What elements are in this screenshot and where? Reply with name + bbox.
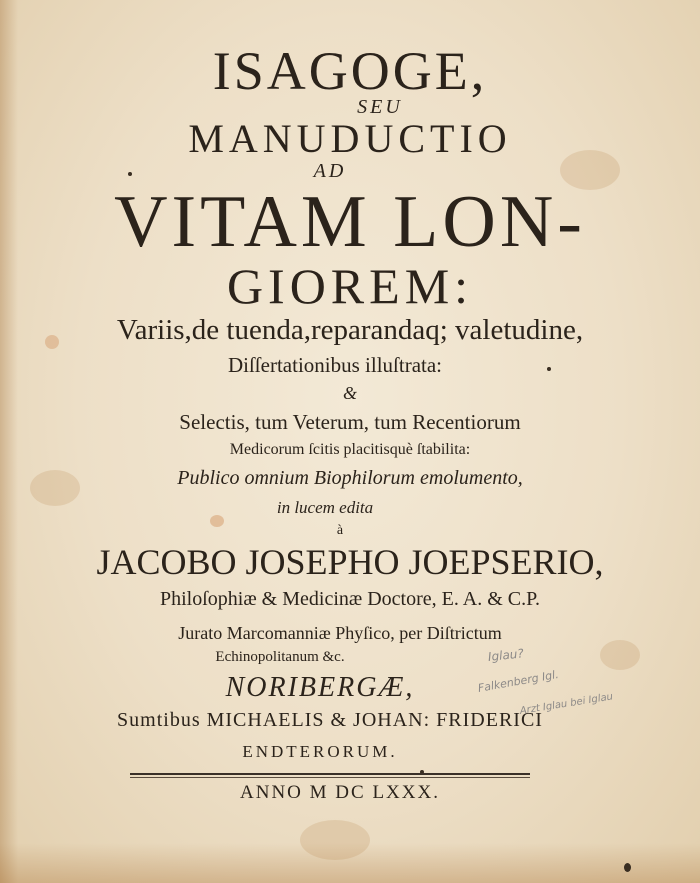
publisher-line-1: Sumtibus MICHAELIS & JOHAN: FRIDERICI [117, 709, 543, 731]
author-title-1: Philoſophiæ & Medicinæ Doctore, E. A. & C.P. [159, 588, 540, 610]
ink-speck [624, 863, 631, 872]
publico-line: Publico omnium Biophilorum emolumento, [177, 467, 523, 489]
subtitle-line-1: Variis,de tuenda,reparandaq; valetudine, [116, 314, 584, 346]
title-giorem: GIOREM: [226, 258, 474, 314]
title-vitam-lon: VITAM LON- [114, 181, 586, 263]
title-seu: SEU [357, 96, 403, 118]
preposition-a: à [336, 523, 344, 538]
ampersand: & [342, 383, 357, 403]
subtitle-line-3: Selectis, tum Veterum, tum Recentiorum [179, 410, 521, 434]
author-title-2: Jurato Marcomanniæ Phyſico, per Diſtrictum [178, 623, 502, 643]
pencil-note-2: Falkenberg Igl. [476, 667, 560, 695]
subtitle-line-4: Medicorum ſcitis placitisquè ſtabilita: [229, 441, 471, 458]
foxing-stain [300, 820, 370, 860]
publisher-line-2: ENDTERORUM. [242, 742, 398, 761]
title-isagoge: ISAGOGE, [212, 41, 488, 101]
pencil-note-1: Iglau? [487, 646, 525, 664]
author-title-3: Echinopolitanum &c. [215, 649, 345, 665]
author-name: JACOBO JOSEPHO JOEPSERIO, [96, 542, 604, 582]
in-lucem-edita: in lucem edita [276, 498, 374, 517]
pencil-note-3: Arzt Iglau bei Iglau [519, 691, 614, 717]
horizontal-rule-thin [130, 777, 530, 778]
title-ad: AD [313, 160, 347, 182]
title-manuductio: MANUDUCTIO [188, 116, 512, 161]
subtitle-line-2: Diſſertationibus illuſtrata: [227, 353, 443, 377]
imprint-year: ANNO M DC LXXX. [240, 782, 440, 803]
imprint-place: NORIBERGÆ, [225, 672, 415, 703]
horizontal-rule [130, 773, 530, 775]
